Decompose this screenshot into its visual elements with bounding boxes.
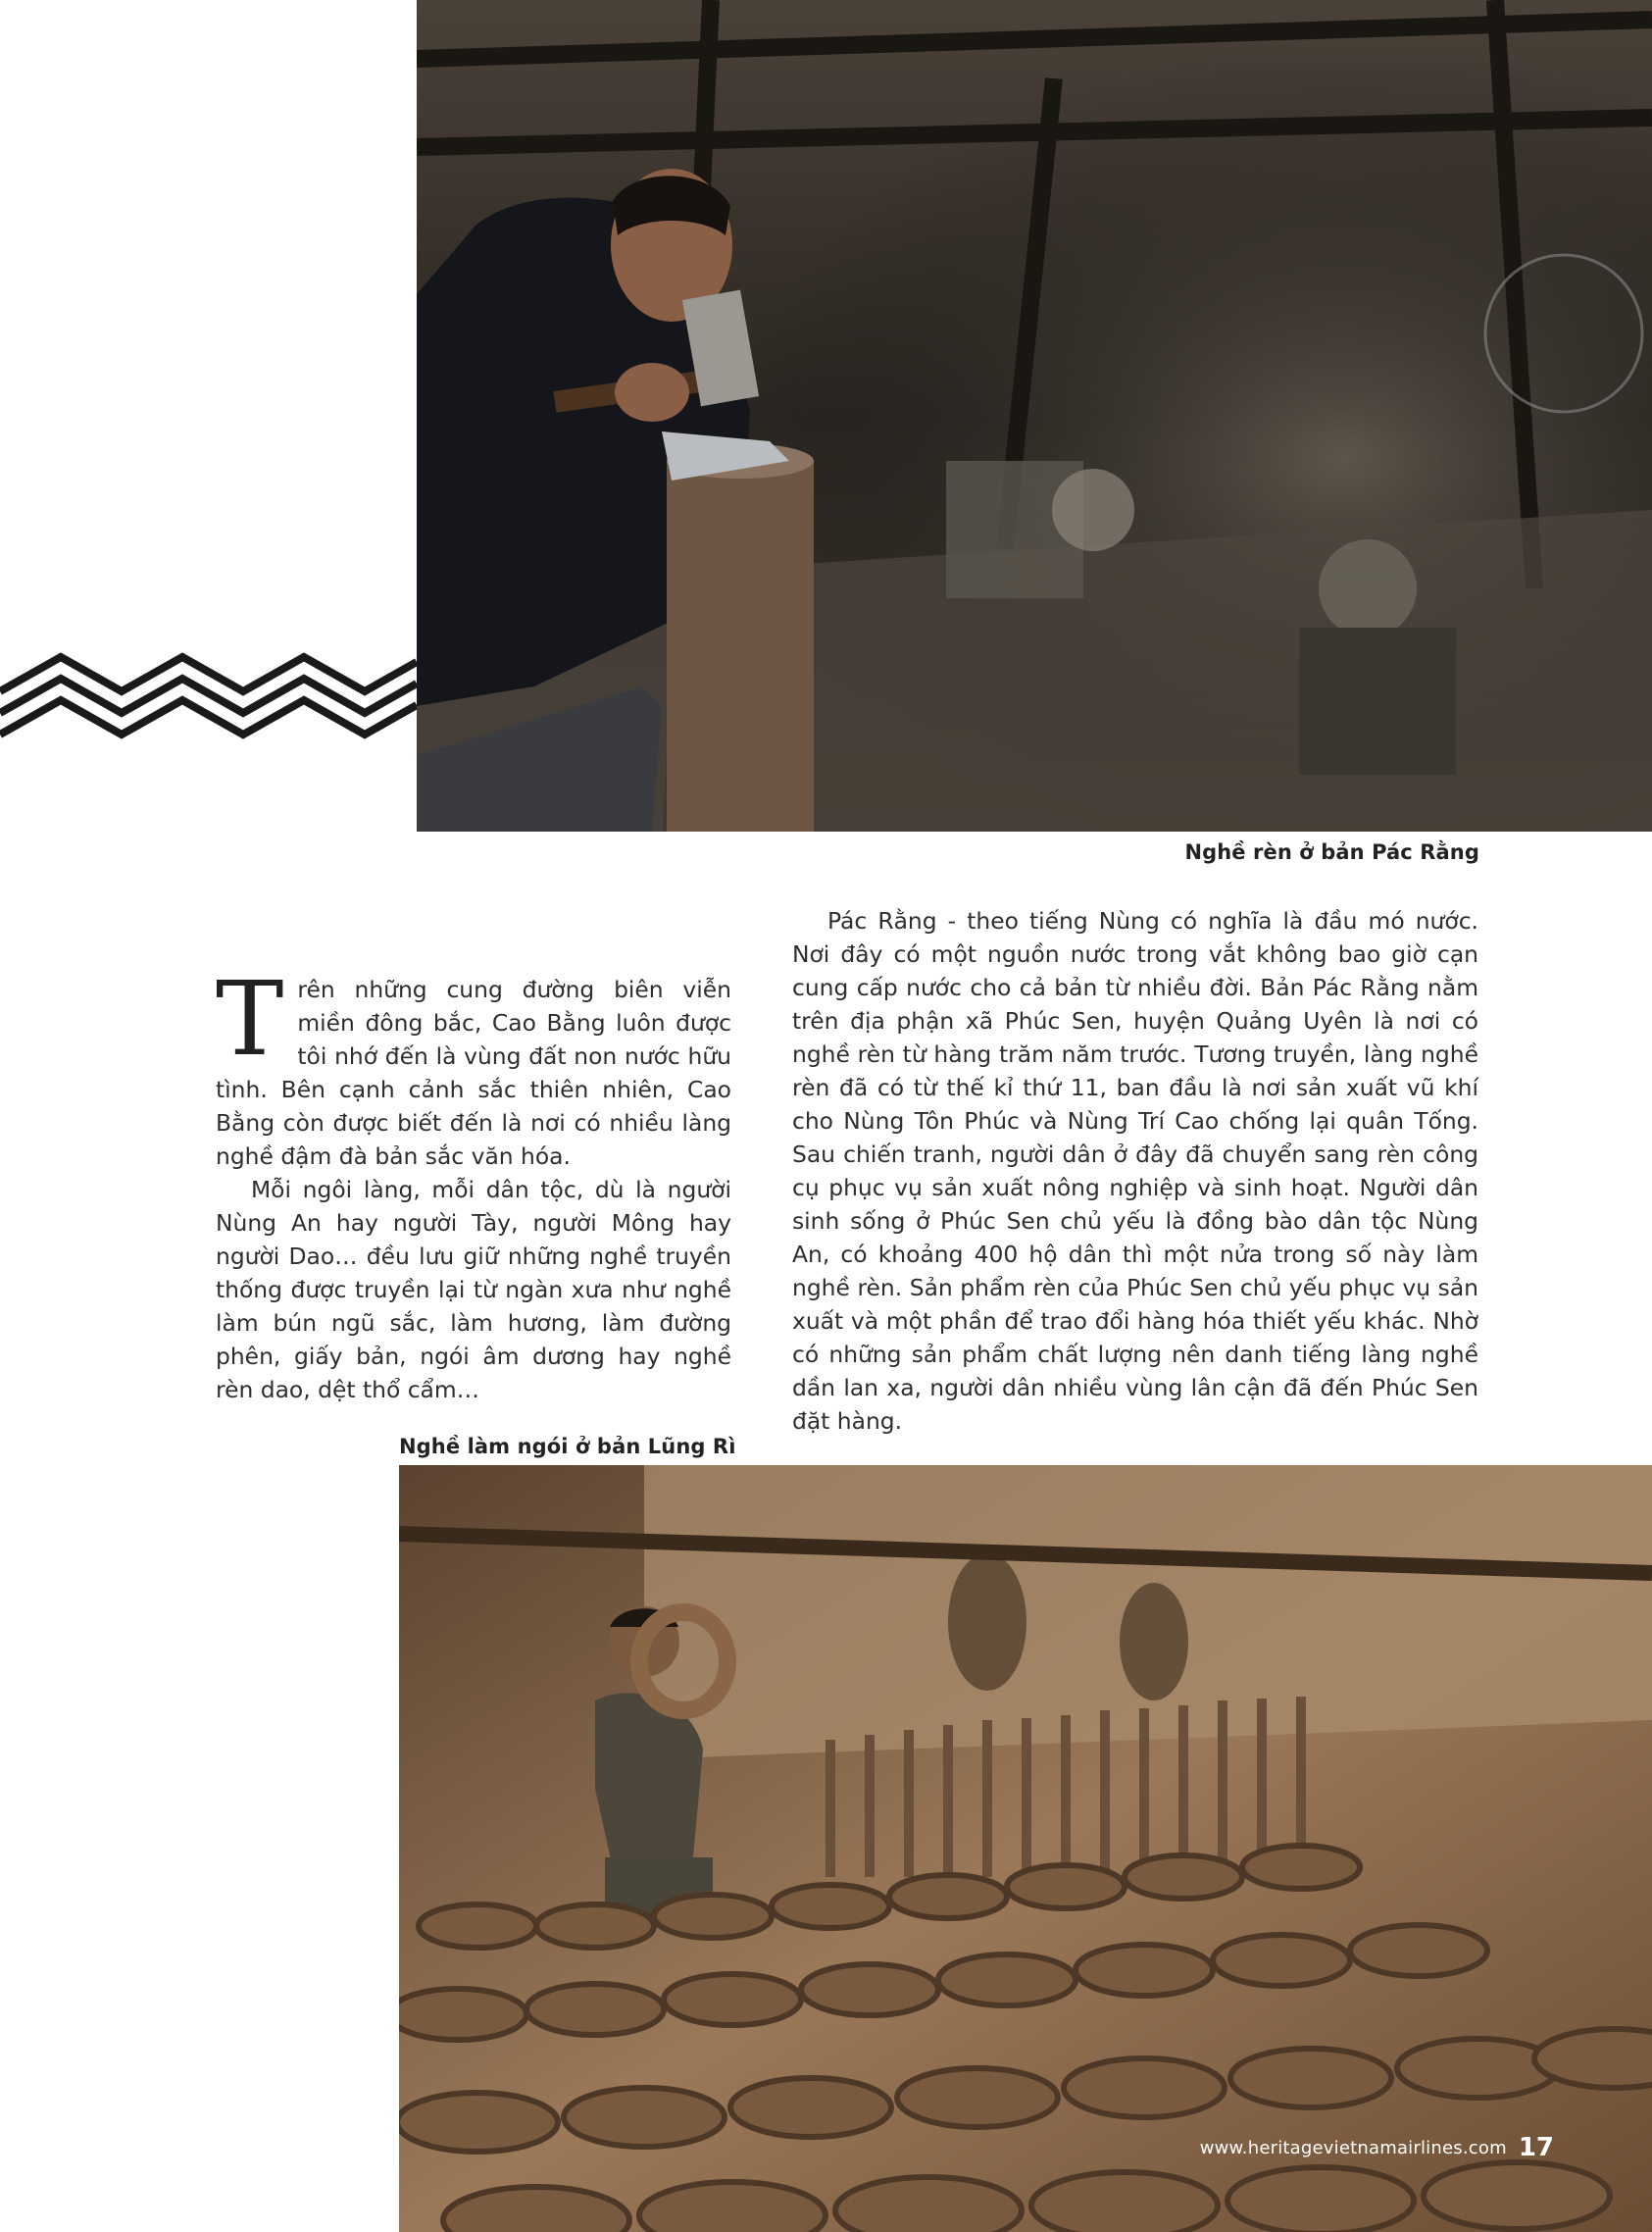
article-column-right (792, 904, 1478, 1438)
intro-paragraph: Trên những cung đường biên viễn miền đông bắc, Cao Bằng luôn được tôi nhớ đến là vùng đất non nước hữu tình. Bên cạnh cảnh sắc thiên nhiên, Cao Bằng còn được biết đến là nơi có nhiều làng nghề đậm đà bản sắc văn hóa. (216, 959, 731, 1170)
article-column-left (216, 959, 731, 1406)
blacksmith-photo (417, 0, 1652, 832)
caption-tile-making: Nghề làm ngói ở bản Lũng Rì (399, 1435, 736, 1458)
dropcap: T (216, 959, 284, 1079)
page-footer (1199, 2128, 1554, 2167)
paragraph-villages: Mỗi ngôi làng, mỗi dân tộc, dù là người Nùng An hay người Tày, người Mông hay người Dao… đều lưu giữ những nghề truyền thống được truyền lại từ ngàn xưa như nghề làm bún ngũ sắc, làm hương, làm đường phên, giấy bản, ngói âm dương hay nghề rèn dao, dệt thổ cẩm… (216, 1176, 731, 1403)
paragraph-pac-rang: Pác Rằng - theo tiếng Nùng có nghĩa là đầu mó nước. Nơi đây có một nguồn nước trong vắt không bao giờ cạn cung cấp nước cho cả bản từ nhiều đời. Bản Pác Rằng nằm trên địa phận xã Phúc Sen, huyện Quảng Uyên là nơi có nghề rèn từ hàng trăm năm trước. Tương truyền, làng nghề rèn đã có từ thế kỉ thứ 11, ban đầu là nơi sản xuất vũ khí cho Nùng Tôn Phúc và Nùng Trí Cao chống lại quân Tống. Sau chiến tranh, người dân ở đây đã chuyển sang rèn công cụ phục vụ sản xuất nông nghiệp và sinh hoạt. Người dân sinh sống ở Phúc Sen chủ yếu là đồng bào dân tộc Nùng An, có khoảng 400 hộ dân thì một nửa trong số này làm nghề rèn. Sản phẩm rèn của Phúc Sen chủ yếu phục vụ sản xuất và một phần để trao đổi hàng hóa thiết yếu khác. Nhờ có những sản phẩm chất lượng nên danh tiếng làng nghề dần lan xa, người dân nhiều vùng lân cận đã đến Phúc Sen đặt hàng. (792, 907, 1478, 1435)
tile-making-photo (399, 1465, 1652, 2232)
page-number: 17 (1518, 2133, 1554, 2162)
website-url: www.heritagevietnamairlines.com (1199, 2137, 1507, 2158)
zigzag-ornament (0, 652, 417, 750)
caption-blacksmith: Nghề rèn ở bản Pác Rằng (1184, 840, 1479, 864)
